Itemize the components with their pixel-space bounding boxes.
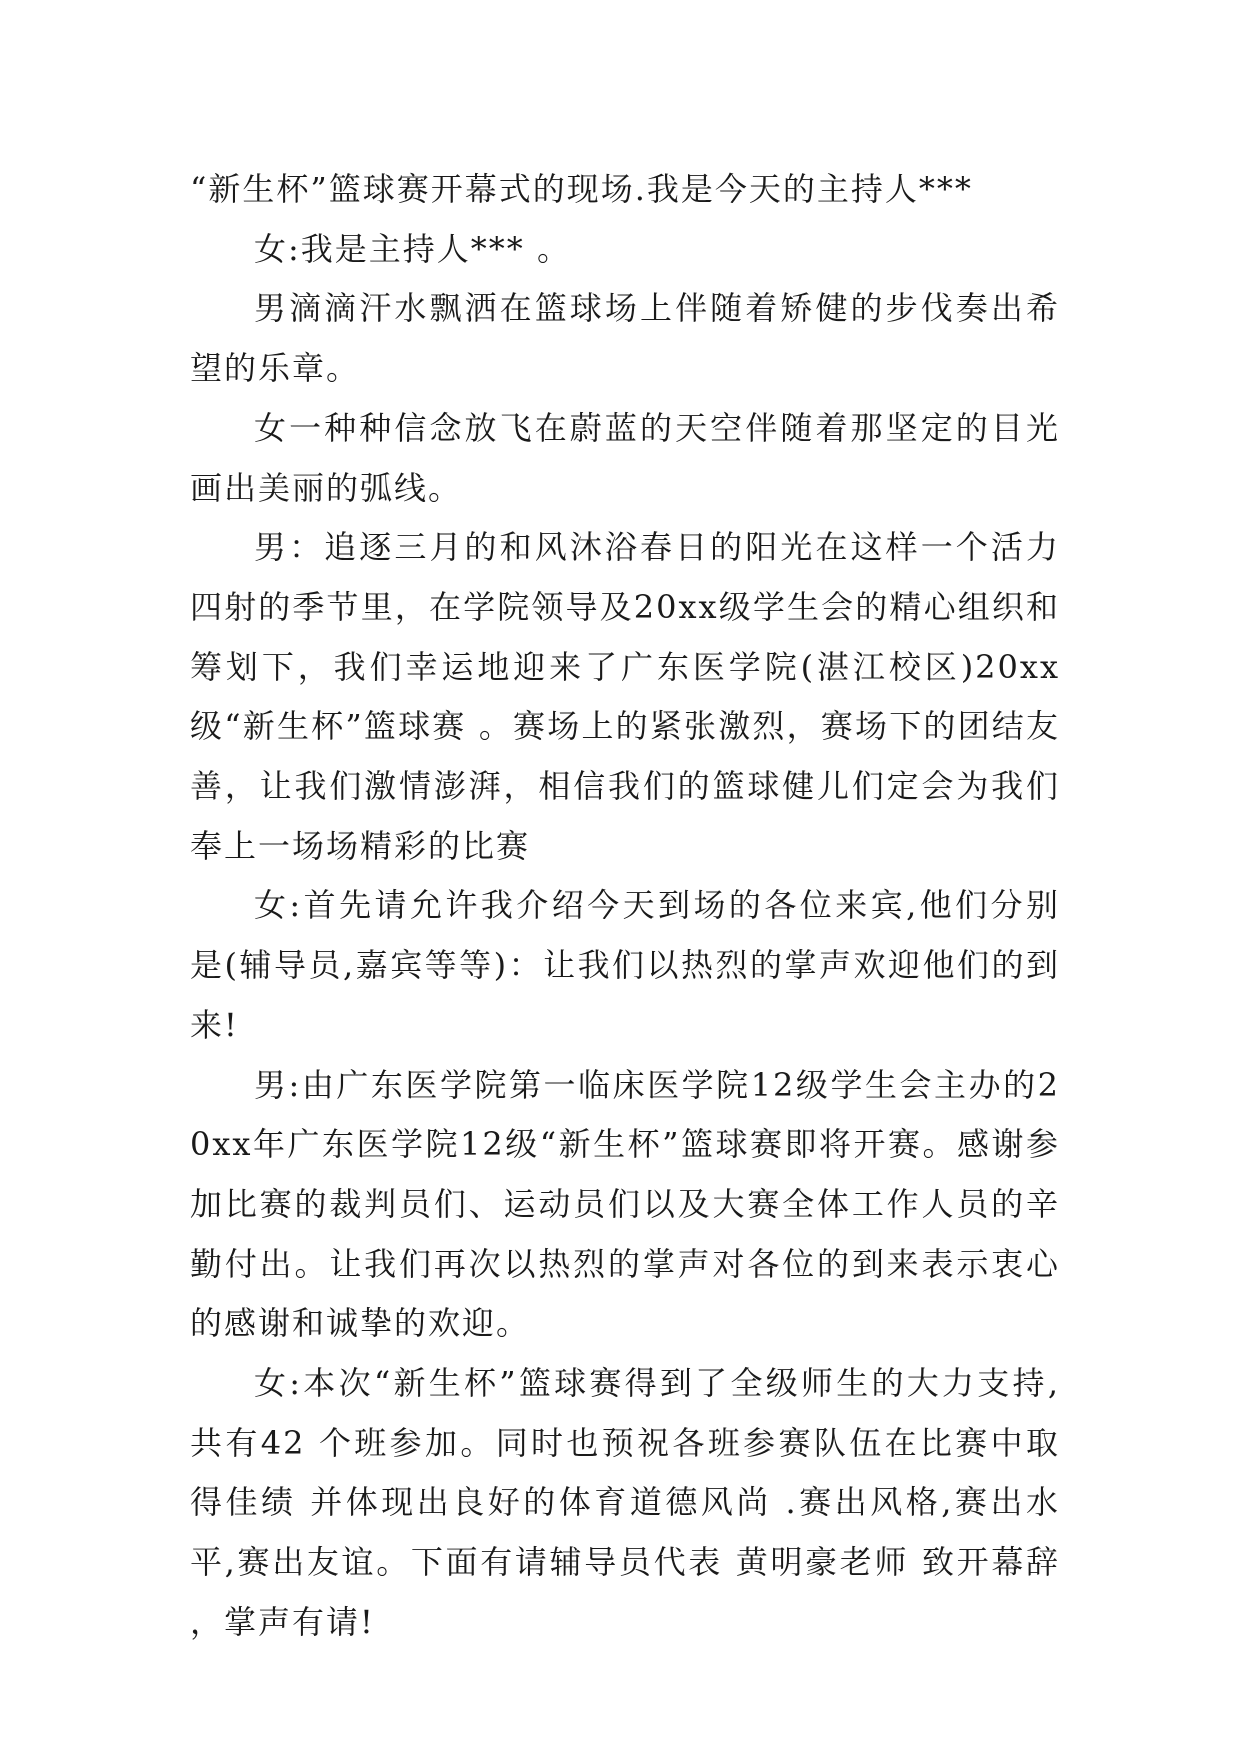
paragraph-female-support: 女:本次“新生杯”篮球赛得到了全级师生的大力支持,共有42 个班参加。同时也预祝各班参赛队伍在比赛中取得佳绩 并体现出良好的体育道德风尚 .赛出风格,赛出水平,赛出友谊。下面有请辅导员代表 黄明豪老师 致开幕辞 ，掌声有请! — [190, 1364, 1060, 1641]
paragraph-continued-intro: “新生杯”篮球赛开幕式的现场.我是今天的主持人*** — [190, 170, 973, 208]
paragraph-male-march: 男：追逐三月的和风沐浴春日的阳光在这样一个活力四射的季节里，在学院领导及20xx级学生会的精心组织和筹划下，我们幸运地迎来了广东医学院(湛江校区)20xx级“新生杯”篮球赛 。赛场上的紧张激烈，赛场下的团结友善，让我们激情澎湃，相信我们的篮球健儿们定会为我们奉上一场场精彩的比赛 — [190, 528, 1060, 865]
paragraph-female-host-intro: 女:我是主持人*** 。 — [254, 229, 571, 268]
paragraph-female-belief: 女一种种信念放飞在蔚蓝的天空伴随着那坚定的目光画出美丽的弧线。 — [190, 408, 1060, 507]
paragraph-female-guests: 女:首先请允许我介绍今天到场的各位来宾,他们分别是(辅导员,嘉宾等等)：让我们以热烈的掌声欢迎他们的到来! — [190, 886, 1060, 1044]
paragraph-male-organizer: 男:由广东医学院第一临床医学院12级学生会主办的20xx年广东医学院12级“新生杯”篮球赛即将开赛。感谢参加比赛的裁判员们、运动员们以及大赛全体工作人员的辛勤付出。让我们再次以热烈的掌声对各位的到来表示衷心的感谢和诚挚的欢迎。 — [190, 1065, 1060, 1343]
document-body — [190, 160, 1060, 1653]
paragraph-male-sweat: 男滴滴汗水飘洒在篮球场上伴随着矫健的步伐奏出希望的乐章。 — [190, 289, 1060, 388]
